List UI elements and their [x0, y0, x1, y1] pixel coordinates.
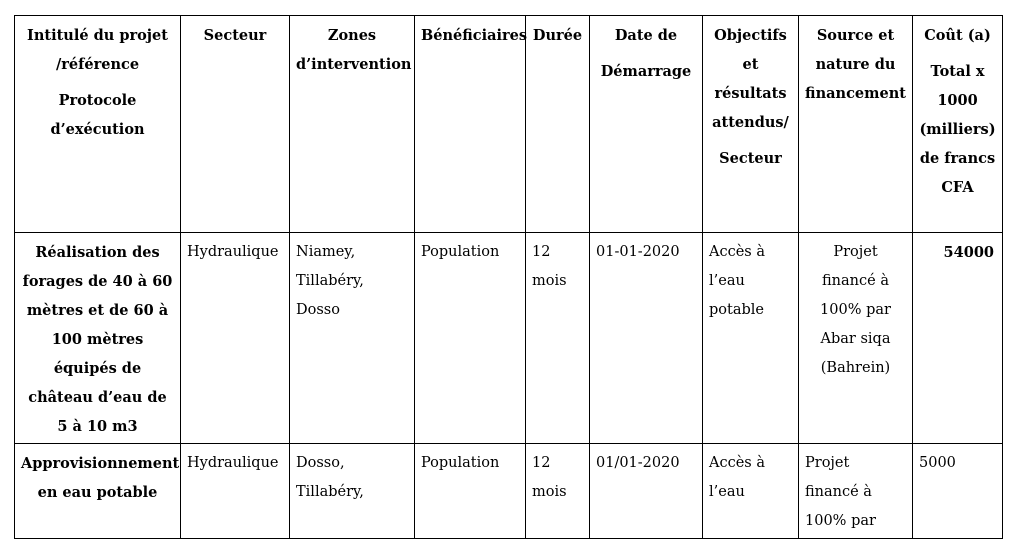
header-intitule	[15, 16, 181, 233]
cell-secteur: Hydraulique	[181, 233, 290, 444]
cell-objectifs: Accès à l’eau	[703, 444, 799, 539]
cell-date: 01-01-2020	[590, 233, 703, 444]
header-objectifs	[703, 16, 799, 233]
cell-cout: 54000	[913, 233, 1003, 444]
projects-table	[14, 15, 1003, 539]
header-secteur: Secteur	[181, 16, 290, 233]
header-cout	[913, 16, 1003, 233]
cell-zones: Dosso, Tillabéry,	[290, 444, 415, 539]
header-cout-line2: Total x 1000 (milliers) de francs CFA	[919, 63, 996, 196]
header-date-line2: Démarrage	[600, 63, 692, 80]
cell-date: 01/01-2020	[590, 444, 703, 539]
cell-duree: 12 mois	[526, 233, 590, 444]
header-zones: Zones d’intervention	[290, 16, 415, 233]
header-cout-line1: Coût (a)	[924, 27, 991, 44]
cell-cout: 5000	[913, 444, 1003, 539]
header-intitule-title: Intitulé du projet /référence	[27, 27, 168, 73]
cell-zones: Niamey, Tillabéry, Dosso	[290, 233, 415, 444]
table-row	[15, 444, 1003, 539]
header-date-line1: Date de	[614, 27, 678, 44]
cell-financement: Projet financé à 100% par Abar siqa (Bahrein)	[799, 233, 913, 444]
header-objectifs-line2: Secteur	[719, 150, 782, 167]
cell-secteur: Hydraulique	[181, 444, 290, 539]
header-duree: Durée	[526, 16, 590, 233]
header-financement: Source et nature du financement	[799, 16, 913, 233]
cell-beneficiaires: Population	[415, 233, 526, 444]
cell-intitule: Approvisionnement en eau potable	[15, 444, 181, 539]
header-beneficiaires: Bénéficiaires	[415, 16, 526, 233]
cell-duree: 12 mois	[526, 444, 590, 539]
header-objectifs-line1: Objectifs et résultats attendus/	[712, 27, 789, 131]
cell-financement: Projet financé à 100% par	[799, 444, 913, 539]
table-header-row	[15, 16, 1003, 233]
header-intitule-subtitle: Protocole d’exécution	[50, 92, 145, 138]
cell-beneficiaires: Population	[415, 444, 526, 539]
table-row	[15, 233, 1003, 444]
cell-objectifs: Accès à l’eau potable	[703, 233, 799, 444]
cell-intitule: Réalisation des forages de 40 à 60 mètres et de 60 à 100 mètres équipés de château d’eau de 5 à 10 m3	[15, 233, 181, 444]
header-date	[590, 16, 703, 233]
